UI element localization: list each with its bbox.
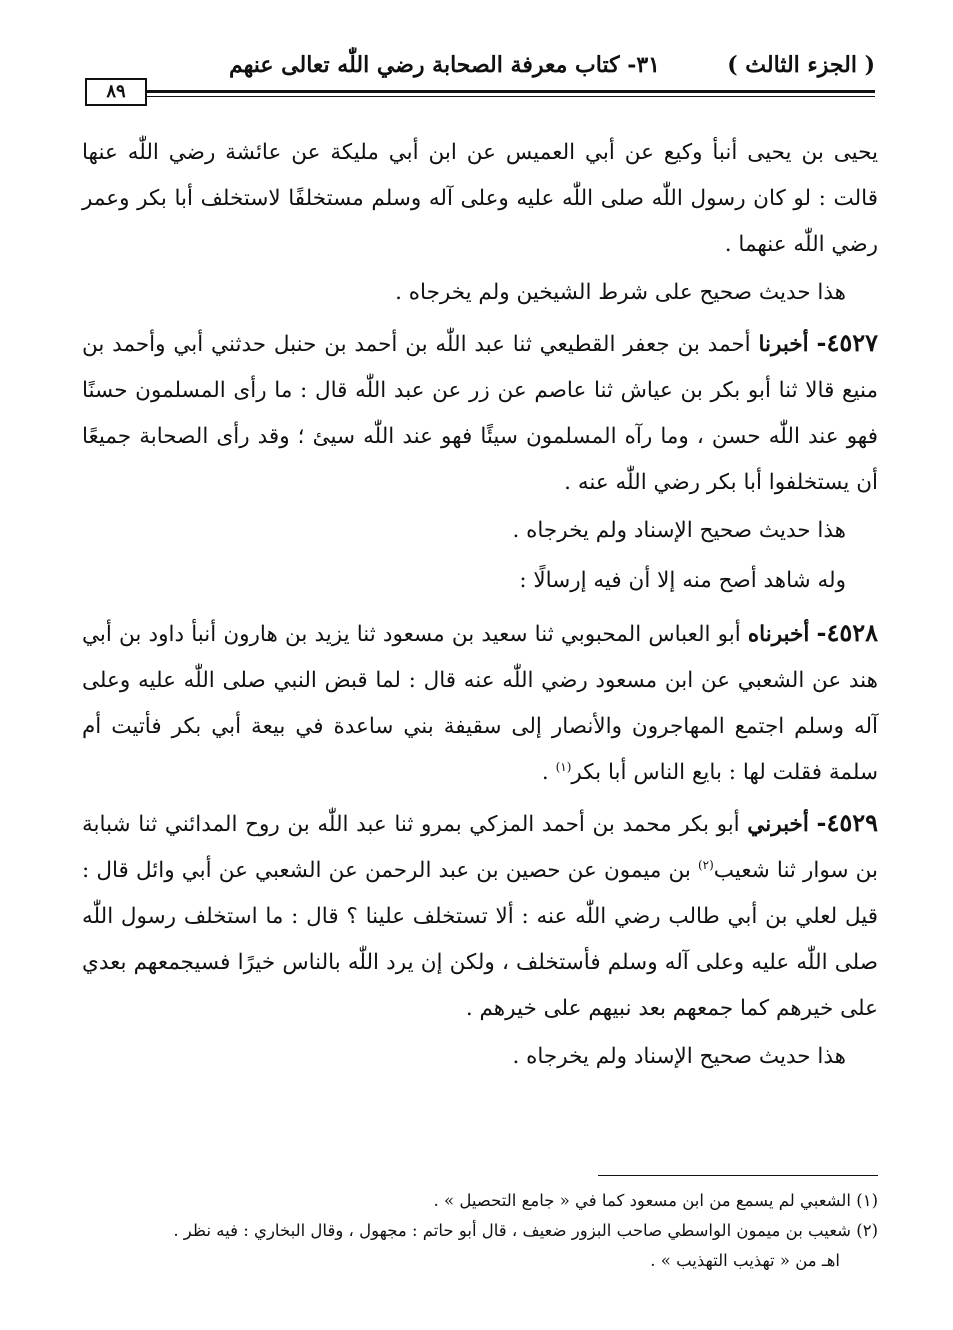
footnote-separator bbox=[598, 1175, 878, 1176]
header-rule-thin bbox=[147, 96, 875, 97]
page-number: ٨٩ bbox=[85, 78, 147, 106]
footnote-reference[interactable]: (٢) bbox=[697, 857, 714, 872]
hadith-4529 bbox=[82, 800, 878, 1032]
hadith-number: ٤٥٢٧- bbox=[816, 328, 878, 357]
footnote-1: (١) الشعبي لم يسمع من ابن مسعود كما في « جامع التحصيل » . bbox=[433, 1191, 878, 1210]
narration-lead: أخبرني bbox=[747, 812, 809, 837]
volume-label: ( الجزء الثالث ) bbox=[727, 52, 875, 78]
hadith-number: ٤٥٢٩- bbox=[816, 808, 878, 837]
footnote-reference[interactable]: (١) bbox=[555, 759, 572, 774]
narration-lead: أخبرنا bbox=[758, 332, 809, 357]
supporting-note: وله شاهد أصح منه إلا أن فيه إرسالًا : bbox=[519, 568, 846, 593]
hadith-text-tail: . bbox=[541, 760, 556, 785]
hadith-text-tail: بن ميمون عن حصين بن عبد الرحمن عن الشعبي عن أبي وائل قال : قيل لعلي بن أبي طالب رضي اللّٰه عنه : ألا تستخلف علينا ؟ قال : ما استخلف رسول اللّٰه صلى اللّٰه عليه وعلى آله وسلم فأستخلف ، ولكن إن يرد اللّٰه بالناس خيرًا فسيجمعهم بعدي على خيرهم كما جمعهم بعد نبيهم على خيرهم . bbox=[82, 858, 878, 1021]
header-rule bbox=[147, 90, 875, 93]
hadith-4527 bbox=[82, 320, 878, 506]
footnotes bbox=[82, 1186, 878, 1276]
grading-note: هذا حديث صحيح الإسناد ولم يخرجاه . bbox=[512, 518, 846, 543]
footnote-2: (٢) شعيب بن ميمون الواسطي صاحب البزور ضعيف ، قال أبو حاتم : مجهول ، وقال البخاري : فيه نظر . bbox=[173, 1221, 878, 1240]
hadith-text: أحمد بن جعفر القطيعي ثنا عبد اللّٰه بن أحمد بن حنبل حدثني أبي وأحمد بن منيع قالا ثنا أبو بكر بن عياش ثنا عاصم عن زر عن عبد اللّٰه قال : ما رأى المسلمون حسنًا فهو عند اللّٰه حسن ، وما رآه المسلمون سيئًا فهو عند اللّٰه سيئ ؛ وقد رأى الصحابة جميعًا أن يستخلفوا أبا بكر رضي اللّٰه عنه . bbox=[82, 332, 878, 495]
hadith-text: أبو العباس المحبوبي ثنا سعيد بن مسعود ثنا يزيد بن هارون أنبأ داود بن أبي هند عن الشعبي عن ابن مسعود رضي اللّٰه عنه قال : لما قبض النبي صلى اللّٰه عليه وعلى آله وسلم اجتمع المهاجرون والأنصار إلى سقيفة بني ساعدة في بيعة أبي بكر فأتيت أم سلمة فقلت لها : بايع الناس أبا بكر bbox=[82, 622, 878, 785]
grading-note: هذا حديث صحيح على شرط الشيخين ولم يخرجاه . bbox=[395, 280, 846, 305]
hadith-text: أبو بكر محمد بن أحمد المزكي بمرو ثنا عبد اللّٰه بن روح المدائني ثنا شبابة بن سوار ثنا شعيب bbox=[82, 812, 878, 883]
grading-note: هذا حديث صحيح الإسناد ولم يخرجاه . bbox=[512, 1044, 846, 1069]
narration-lead: أخبرناه bbox=[747, 622, 810, 647]
hadith-4528 bbox=[82, 610, 878, 796]
footnote-2-continuation: اهـ من « تهذيب التهذيب » . bbox=[650, 1251, 840, 1270]
main-text bbox=[82, 130, 878, 1084]
hadith-number: ٤٥٢٨- bbox=[816, 618, 879, 647]
page-header bbox=[85, 40, 875, 100]
hadith-continuation: يحيى بن يحيى أنبأ وكيع عن أبي العميس عن ابن أبي مليكة عن عائشة رضي اللّٰه عنها قالت : لو كان رسول اللّٰه صلى اللّٰه عليه وعلى آله وسلم مستخلفًا لاستخلف أبا بكر وعمر رضي اللّٰه عنهما . bbox=[82, 140, 878, 257]
chapter-title: ٣١- كتاب معرفة الصحابة رضي اللّٰه تعالى عنهم bbox=[228, 52, 660, 78]
